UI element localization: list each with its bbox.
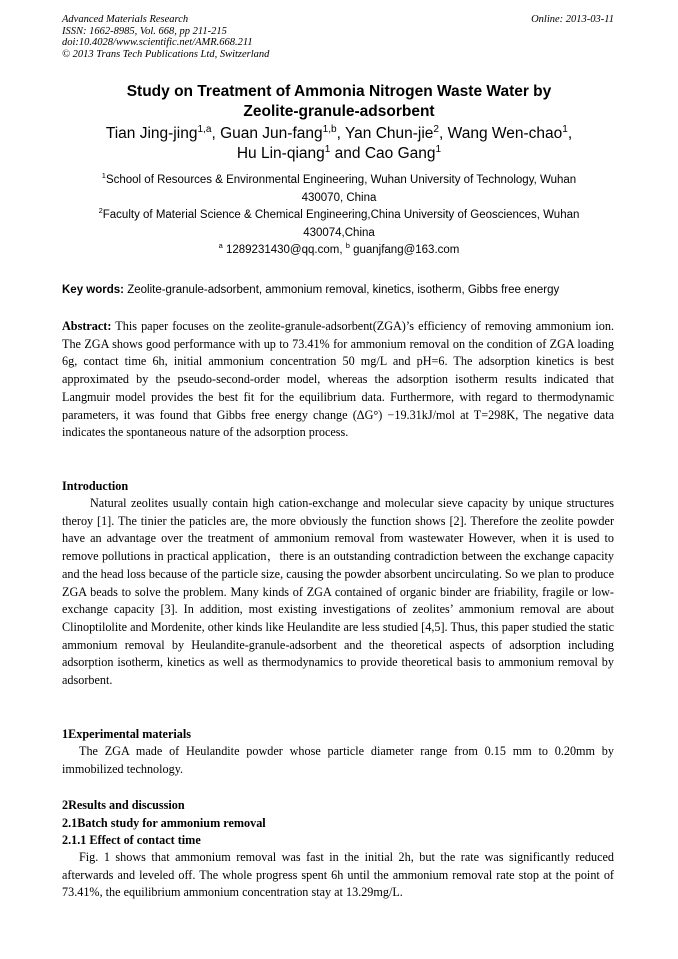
- author-name: Yan Chun-jie: [344, 125, 434, 142]
- affiliations: [62, 172, 616, 260]
- email-sup: a: [218, 241, 223, 251]
- affiliation-1-cont: 430070, China: [301, 191, 377, 204]
- author-sup: 1,a: [197, 123, 212, 135]
- email-line: [62, 242, 616, 260]
- keywords-text: Zeolite-granule-adsorbent, ammonium removal, kinetics, isotherm, Gibbs free energy: [124, 284, 560, 296]
- author-separator: ,: [211, 125, 221, 142]
- author-sup: 1,b: [322, 123, 337, 135]
- email-address: 1289231430@qq.com,: [222, 244, 346, 256]
- results-paragraph: Fig. 1 shows that ammonium removal was fast in the initial 2h, but the rate was significantly reduced afterwards and leveled off. The whole progress spent 6h until the ammonium removal rate stop at the point of 73.41%, the equilibrium ammonium concentration stay at 13.29mg/L.: [62, 850, 614, 900]
- affiliation-sup: 1: [101, 171, 106, 181]
- subsection-heading-contact-time: 2.1.1 Effect of contact time: [62, 833, 201, 847]
- doi-line: doi:10.4028/www.scientific.net/AMR.668.211: [62, 37, 253, 48]
- author-name: Guan Jun-fang: [220, 125, 323, 142]
- email-sup: b: [345, 241, 350, 251]
- abstract: [62, 318, 614, 442]
- email-address: guanjfang@163.com: [349, 244, 460, 256]
- introduction-paragraph: Natural zeolites usually contain high cation-exchange and molecular sieve capacity by unique structures theroy [1]. The tinier the paticles are, the more obviously the function shows [2]. Therefore the zeolite powder have an advantage over the treatment of ammonium removal from wastewater However, when it is used to remove pollutions in practical application，there is an outstanding contradiction between the exchange capacity and the head loss because of the particle size, causing the powder absorbent uncirculating. So we plan to produce ZGA beads to solve the problem. Many kinds of ZGA contained of organic binder are friability, fragile or low-exchange capacity [3]. In addition, most existing investigations of zeolites’ ammonium removal are about Clinoptilolite and Mordenite, other kinds like Heulandite are less studied [4,5]. Thus, this paper studied the static ammonium removal by Heulandite-granule-adsorbent and the theoretical aspects of adsorption including adsorption isotherm, kinetics as well as thermodynamics to provide theoretical basis to ammonium removal by adsorbent.: [62, 496, 614, 688]
- affiliation-1: [62, 172, 616, 190]
- author-name: Hu Lin-qiang: [236, 145, 325, 162]
- affiliation-text: School of Resources & Environmental Engineering, Wuhan University of Technology, Wuhan: [105, 174, 577, 186]
- paper-title: [62, 82, 616, 121]
- keywords: [62, 283, 622, 298]
- abstract-text: This paper focuses on the zeolite-granule-adsorbent(ZGA)’s efficiency of removing ammonium ion. The ZGA shows good performance with up to 73.41% for ammonium removal on the condition of ZGA loading 6g, contact time 6h, initial ammonium concentration 50 mg/L and pH=6. The adsorption kinetics is best approximated by the pseudo-second-order model, whereas the adsorption isotherm results indicated that Langmuir model provides the best fit for the equilibrium data. Furthermore, with regard to thermodynamic parameters, it was found that Gibbs free energy change (ΔG°) −19.31kJ/mol at T=298K, The negative data indicates the spontaneous nature of the adsorption process.: [62, 319, 614, 440]
- affiliation-2: [62, 207, 616, 225]
- title-line-1: Study on Treatment of Ammonia Nitrogen Waste Water by: [126, 83, 552, 100]
- author-line-2: [62, 144, 616, 164]
- journal-name: Advanced Materials Research: [62, 14, 189, 25]
- affiliation-text: Faculty of Material Science & Chemical Engineering,China University of Geosciences, Wuhan: [102, 209, 580, 221]
- author-conjunction: and: [330, 145, 365, 162]
- affiliation-2-cont: 430074,China: [303, 226, 375, 239]
- section-heading-experimental: 1Experimental materials: [62, 727, 191, 741]
- journal-header: [62, 14, 269, 60]
- author-list: [62, 124, 616, 164]
- copyright-line: © 2013 Trans Tech Publications Ltd, Switzerland: [62, 48, 270, 60]
- author-sup: 1: [324, 143, 331, 155]
- author-sup: 2: [433, 123, 440, 135]
- keywords-label: Key words:: [62, 284, 124, 296]
- issn-line: ISSN: 1662-8985, Vol. 668, pp 211-215: [62, 25, 227, 37]
- section-heading-introduction: Introduction: [62, 479, 129, 493]
- author-line-1: [62, 124, 616, 144]
- author-name: Tian Jing-jing: [105, 125, 198, 142]
- author-separator: ,: [439, 125, 448, 142]
- title-line-2: Zeolite-granule-adsorbent: [243, 102, 435, 120]
- author-separator: ,: [336, 125, 345, 142]
- subsection-heading-batch-study: 2.1Batch study for ammonium removal: [62, 816, 266, 830]
- author-sup: 1: [435, 143, 442, 155]
- author-name: Wang Wen-chao: [447, 125, 563, 142]
- abstract-label: Abstract:: [62, 319, 112, 333]
- section-heading-results: 2Results and discussion: [62, 798, 185, 812]
- experimental-paragraph: The ZGA made of Heulandite powder whose particle diameter range from 0.15 mm to 0.20mm by immobilized technology.: [62, 744, 614, 776]
- affiliation-sup: 2: [98, 206, 103, 216]
- online-date: Online: 2013-03-11: [531, 14, 614, 25]
- author-separator: ,: [567, 125, 573, 142]
- author-sup: 1: [562, 123, 568, 135]
- author-name: Cao Gang: [364, 145, 436, 162]
